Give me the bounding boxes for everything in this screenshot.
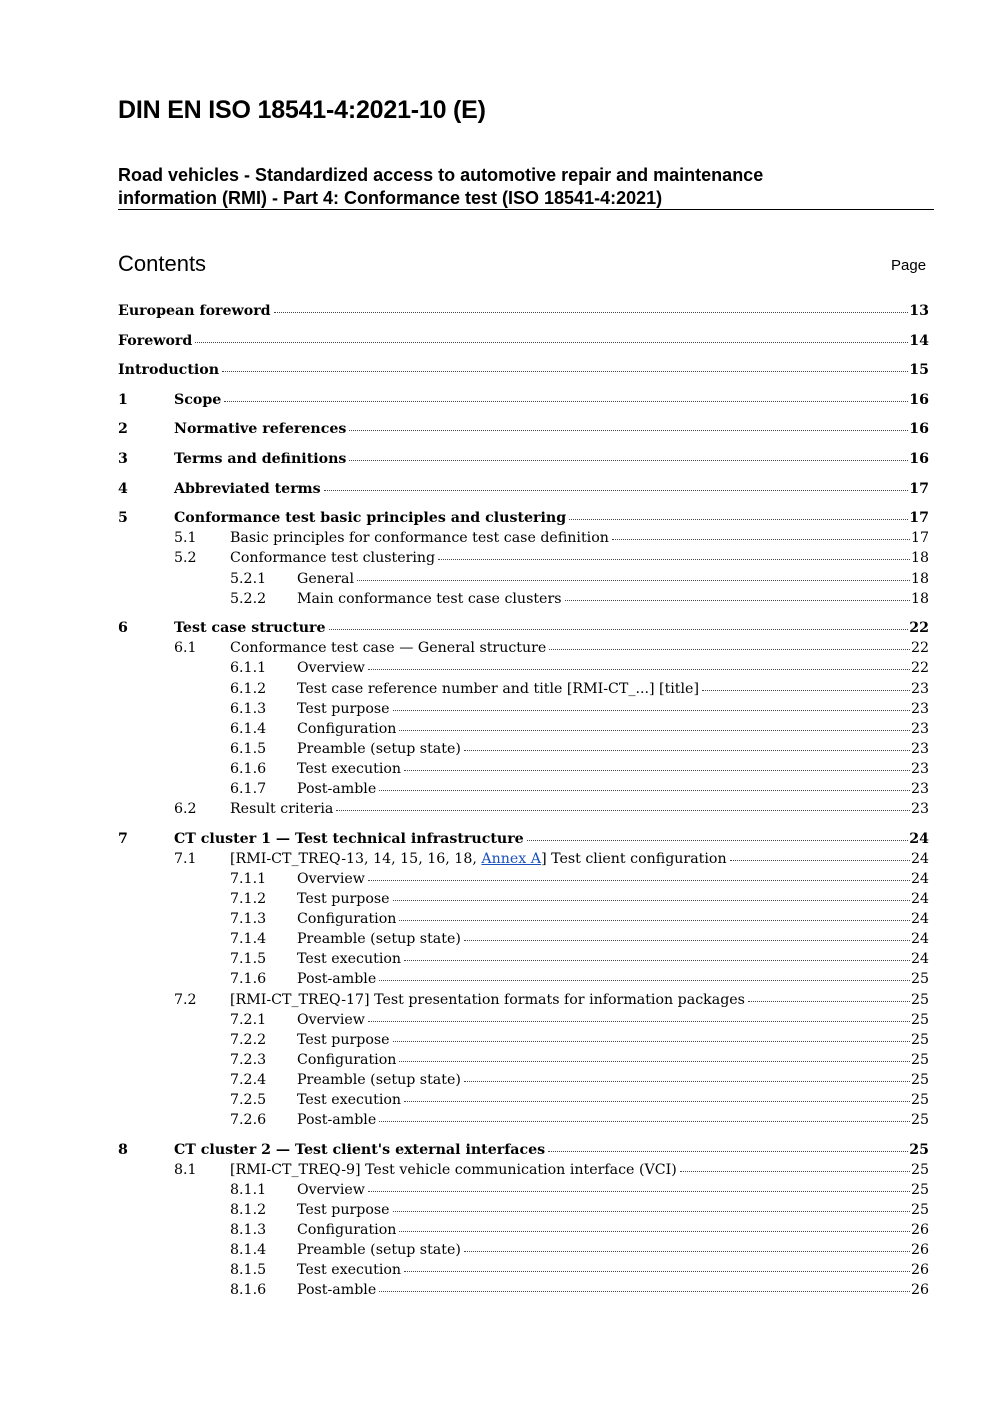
toc-leader-dots [368,1021,910,1022]
toc-entry-number: 3 [118,451,128,467]
toc-entry-page: 17 [910,530,929,547]
toc-leader-dots [464,750,910,751]
toc-leader-dots [702,690,910,691]
toc-leader-dots [274,312,909,313]
toc-leader-dots [404,960,910,961]
toc-entry[interactable] [230,869,929,889]
toc-entry-title: Test purpose [297,1031,390,1048]
toc-leader-dots [368,880,910,881]
toc-leader-dots [357,580,910,581]
toc-entry[interactable] [230,1260,929,1280]
toc-entry-number: 5.1 [174,530,197,547]
toc-leader-dots [324,490,909,491]
toc-entry-title: Configuration [297,911,397,928]
toc-entry-page: 25 [910,1112,929,1129]
toc-leader-dots [404,770,910,771]
toc-entry-page: 25 [910,991,929,1008]
page-column-label: Page [891,257,927,274]
toc-entry-page: 25 [910,1202,929,1218]
toc-entry[interactable] [174,548,929,568]
toc-entry-number: 8.1.1 [230,1181,267,1198]
toc-entry-title: Test purpose [297,700,390,717]
toc-entry[interactable] [118,419,929,439]
toc-entry[interactable] [230,1090,929,1110]
toc-entry[interactable] [230,1220,929,1240]
toc-entry-page: 16 [909,451,929,467]
toc-leader-dots [548,1151,908,1152]
toc-entry-title: Conformance test case — General structure [230,640,547,657]
toc-leader-dots [399,730,910,731]
toc-entry[interactable] [230,1010,929,1030]
toc-entry-number: 6.1.5 [230,740,267,757]
toc-entry[interactable] [230,1070,929,1090]
toc-leader-dots [404,1271,910,1272]
toc-entry[interactable] [118,829,929,849]
toc-entry-number: 6.1.2 [230,680,267,697]
toc-entry[interactable] [230,1050,929,1070]
toc-entry-page: 25 [910,1092,929,1108]
toc-entry-number: 8.1.4 [230,1242,267,1259]
toc-leader-dots [399,1061,910,1062]
toc-entry-page: 25 [910,1031,929,1048]
toc-leader-dots [393,710,910,711]
toc-entry-number: 6.1.3 [230,700,267,717]
toc-entry-title: Result criteria [230,801,334,818]
toc-leader-dots [379,1121,910,1122]
toc-entry-title: Configuration [297,720,397,737]
toc-entry-title: Post-amble [297,1112,377,1129]
toc-entry-number: 5.2 [174,550,197,567]
toc-entry-number: 8.1.6 [230,1282,267,1299]
toc-entry-page: 23 [910,720,929,737]
toc-leader-dots [464,940,910,941]
toc-entry-page: 25 [910,1161,929,1178]
toc-leader-dots [329,629,909,630]
toc-entry-page: 23 [910,700,929,717]
toc-entry-number: 7.2.2 [230,1031,267,1048]
toc-entry-title: CT cluster 1 — Test technical infrastructure [174,830,524,847]
toc-entry-title: CT cluster 2 — Test client's external interfaces [174,1141,546,1158]
annex-a-link[interactable]: Annex A [481,850,542,867]
toc-entry[interactable] [230,929,929,949]
toc-entry-page: 17 [909,480,929,497]
toc-entry[interactable] [174,799,929,819]
toc-entry-number: 1 [118,391,128,408]
document-title-line-1: Road vehicles - Standardized access to automotive repair and maintenance [118,165,764,185]
toc-entry-number: 7.1 [174,850,197,867]
toc-entry-page: 26 [910,1282,929,1299]
toc-entry-page: 22 [909,620,929,637]
toc-entry[interactable] [230,1110,929,1130]
toc-entry-page: 25 [910,1051,929,1068]
toc-entry-title: Overview [297,1011,365,1028]
toc-entry[interactable] [174,638,929,658]
toc-entry-page: 18 [910,550,929,567]
toc-entry-number: 6.1.6 [230,760,267,777]
toc-entry-number: 7.1.4 [230,931,267,948]
toc-leader-dots [349,460,908,461]
toc-entry-title: [RMI-CT_TREQ-17] Test presentation formats for information packages [230,991,745,1008]
toc-leader-dots [222,371,908,372]
toc-entry-number: 6.1.4 [230,720,267,737]
toc-entry-title: Test execution [297,951,402,968]
toc-entry-title: Test execution [297,1092,402,1108]
toc-leader-dots [569,519,908,520]
toc-leader-dots [393,900,910,901]
toc-entry[interactable] [118,360,929,380]
toc-entry-title-part: ] Test client configuration [541,850,727,867]
toc-entry-number: 7.2.3 [230,1051,267,1068]
toc-entry-page: 23 [910,760,929,777]
toc-entry-title: Conformance test basic principles and clustering [174,510,567,527]
toc-leader-dots [349,430,908,431]
toc-entry-page: 24 [910,891,929,907]
toc-entry-page: 23 [910,740,929,757]
toc-entry[interactable] [230,569,929,589]
toc-entry-number: 6.2 [174,801,197,818]
toc-entry[interactable] [174,849,929,869]
toc-entry[interactable] [230,909,929,929]
toc-leader-dots [393,1041,910,1042]
document-id: DIN EN ISO 18541-4:2021-10 (E) [118,96,486,124]
toc-entry[interactable] [118,1140,929,1160]
toc-entry[interactable] [118,508,929,528]
toc-entry-number: 7.2.1 [230,1011,267,1028]
toc-entry-number: 7.1.1 [230,870,267,887]
toc-entry-number: 7.1.5 [230,951,267,968]
toc-leader-dots [399,920,910,921]
toc-entry-title: Configuration [297,1051,397,1068]
toc-leader-dots [527,840,909,841]
toc-leader-dots [438,559,910,560]
toc-entry-page: 17 [909,510,929,527]
toc-entry-number: 2 [118,421,128,438]
toc-entry-page: 25 [910,1011,929,1028]
toc-leader-dots [680,1171,910,1172]
toc-entry-title: Preamble (setup state) [297,931,461,948]
toc-leader-dots [379,980,910,981]
toc-entry-number: 6 [118,620,128,637]
toc-entry-title: Basic principles for conformance test case definition [230,530,609,547]
toc-entry-title: Test purpose [297,1202,390,1218]
toc-entry[interactable] [174,1160,929,1180]
document-title-line-2: information (RMI) - Part 4: Conformance test (ISO 18541-4:2021) [118,188,663,208]
toc-entry-title: Test case structure [174,620,326,637]
toc-entry-title: Preamble (setup state) [297,740,461,757]
toc-leader-dots [379,1291,910,1292]
toc-entry-number: 8.1.3 [230,1222,267,1239]
toc-entry-page: 24 [910,870,929,887]
toc-entry[interactable] [118,331,929,351]
toc-leader-dots [399,1231,910,1232]
toc-entry-title-part: [RMI-CT_TREQ-13, 14, 15, 16, 18, [230,850,482,867]
toc-leader-dots [748,1001,910,1002]
toc-leader-dots [224,401,908,402]
toc-leader-dots [336,810,910,811]
toc-entry-page: 18 [910,590,929,607]
toc-entry-number: 7.2.6 [230,1112,267,1129]
toc-entry[interactable] [230,889,929,909]
toc-entry-title: Post-amble [297,1282,377,1299]
toc-entry-page: 26 [910,1242,929,1259]
toc-entry[interactable] [230,1280,929,1300]
toc-entry-title [230,849,729,869]
toc-entry-page: 22 [910,660,929,677]
toc-entry[interactable] [230,759,929,779]
toc-entry-page: 25 [910,971,929,988]
toc-entry-number: 8.1.5 [230,1262,267,1279]
toc-entry[interactable] [230,949,929,969]
toc-entry[interactable] [230,1200,929,1220]
toc-leader-dots [464,1251,910,1252]
toc-entry-title: Test execution [297,760,402,777]
toc-entry-title: Main conformance test case clusters [297,590,562,607]
toc-entry[interactable] [230,699,929,719]
toc-entry-page: 23 [910,680,929,697]
toc-entry-page: 24 [909,830,929,847]
toc-entry-page: 24 [910,931,929,948]
toc-leader-dots [393,1211,910,1212]
toc-leader-dots [368,1191,910,1192]
toc-entry-page: 23 [910,801,929,818]
toc-entry-number: 7.2 [174,991,197,1008]
contents-heading: Contents [118,251,207,276]
toc-entry-title: General [297,570,355,587]
toc-entry-title: [RMI-CT_TREQ-9] Test vehicle communication interface (VCI) [230,1161,677,1178]
toc-entry-number: 7.1.2 [230,891,267,907]
toc-entry-title: Post-amble [297,971,377,988]
toc-entry[interactable] [230,969,929,989]
toc-entry-number: 5 [118,510,128,527]
toc-entry[interactable] [230,1030,929,1050]
toc-entry-page: 25 [910,1071,929,1088]
toc-entry-title: Test purpose [297,891,390,907]
toc-entry-page: 24 [910,951,929,968]
toc-entry-number: 7 [118,830,128,847]
toc-entry[interactable] [118,618,929,638]
toc-entry[interactable] [230,719,929,739]
toc-entry-page: 26 [910,1222,929,1239]
toc-leader-dots [549,649,910,650]
toc-leader-dots [730,860,910,861]
toc-entry[interactable] [174,990,929,1010]
toc-entry-page: 25 [910,1181,929,1198]
toc-entry-page: 22 [910,640,929,657]
toc-entry-page: 14 [909,332,929,349]
toc-entry-title: Abbreviated terms [174,480,321,497]
toc-entry[interactable] [230,589,929,609]
toc-entry-title: Overview [297,870,365,887]
toc-entry-page: 24 [910,911,929,928]
toc-entry[interactable] [230,679,929,699]
toc-entry-title: Foreword [118,332,193,349]
toc-entry-page: 24 [910,850,929,867]
toc-entry-number: 5.2.2 [230,590,267,607]
title-divider [118,209,934,210]
toc-entry-title: Introduction [118,362,220,379]
toc-entry-title: Scope [174,391,222,408]
toc-entry-title: Preamble (setup state) [297,1242,461,1259]
toc-entry[interactable] [174,528,929,548]
toc-leader-dots [368,669,910,670]
toc-entry-page: 16 [909,391,929,408]
toc-entry-number: 8.1 [174,1161,197,1178]
toc-entry-number: 6.1.1 [230,660,267,677]
toc-entry-number: 6.1 [174,640,197,657]
toc-leader-dots [464,1081,910,1082]
toc-leader-dots [612,539,910,540]
toc-entry-title: Terms and definitions [174,451,347,467]
toc-entry-page: 15 [909,362,929,379]
toc-leader-dots [565,600,910,601]
toc-entry-title: Configuration [297,1222,397,1239]
toc-entry-number: 8.1.2 [230,1202,267,1218]
toc-entry-number: 8 [118,1141,128,1158]
toc-leader-dots [379,790,910,791]
toc-entry-page: 18 [910,570,929,587]
toc-entry-page: 25 [909,1141,929,1158]
toc-entry[interactable] [118,479,929,499]
toc-entry[interactable] [118,301,929,321]
toc-entry[interactable] [118,449,929,469]
document-title [118,164,933,210]
toc-entry-number: 7.1.3 [230,911,267,928]
toc-entry-page: 16 [909,421,929,438]
toc-entry-page: 23 [910,781,929,797]
toc-entry-number: 6.1.7 [230,781,267,797]
toc-entry-title: Test execution [297,1262,402,1279]
toc-entry-title: Normative references [174,421,347,438]
toc-entry-number: 7.2.4 [230,1071,267,1088]
toc-leader-dots [404,1101,910,1102]
toc-entry-title: Post-amble [297,781,377,797]
toc-entry-page: 26 [910,1262,929,1279]
toc-entry[interactable] [230,1180,929,1200]
toc-entry[interactable] [230,658,929,678]
toc-entry[interactable] [230,1240,929,1260]
toc-entry-title: Preamble (setup state) [297,1071,461,1088]
toc-entry-number: 7.1.6 [230,971,267,988]
toc-entry-number: 4 [118,480,128,497]
toc-entry-title: European foreword [118,303,271,319]
toc-entry-number: 5.2.1 [230,570,267,587]
toc-entry-number: 7.2.5 [230,1092,267,1108]
toc-entry-title: Conformance test clustering [230,550,436,567]
toc-entry[interactable] [230,739,929,759]
toc-entry-title: Overview [297,660,365,677]
toc-entry[interactable] [230,779,929,799]
toc-entry-title: Test case reference number and title [RMI-CT_...] [title] [297,680,699,697]
toc-leader-dots [195,342,908,343]
toc-entry-page: 13 [909,303,929,319]
toc-entry[interactable] [118,390,929,410]
toc-entry-title: Overview [297,1181,365,1198]
